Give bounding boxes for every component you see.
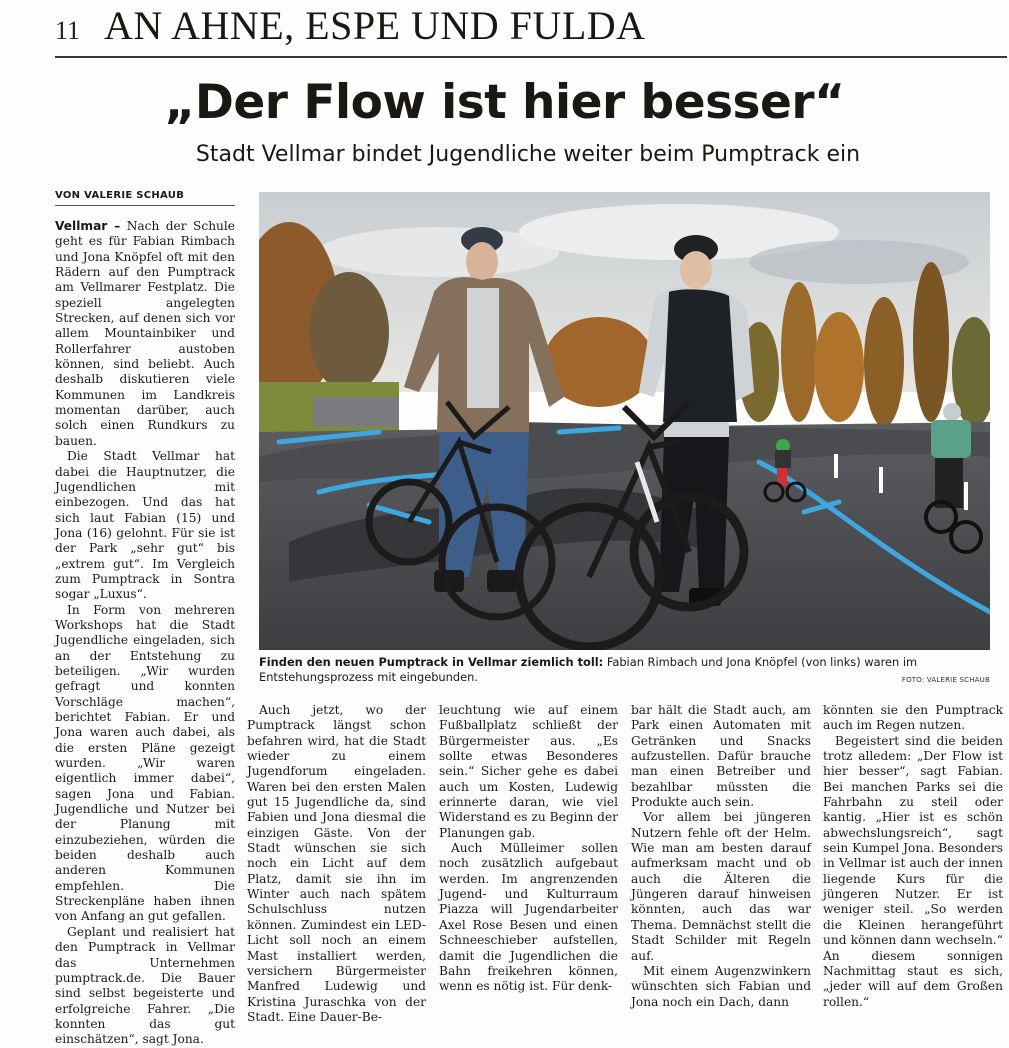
article-column-5	[823, 703, 1003, 1010]
article-paragraph: könnten sie den Pumptrack auch im Regen nutzen.	[823, 703, 1003, 733]
article-column-1	[55, 219, 235, 1048]
byline: VON VALERIE SCHAUB	[55, 190, 185, 201]
article-column-2	[247, 703, 426, 1025]
article-paragraph: Begeistert sind die beiden trotz alledem: „Der Flow ist hier besser“, sagt Fabian. Bei manchen Parks sei die Fahrbahn zu steil oder kantig. „Hier ist es schön abwechslungsreich“, sagt sein Kumpel Jona. Besonders in Vellmar ist auch der innen liegende Kurs für die jüngeren Nutzer. Er ist weniger steil. „So werden die Kleinen herangeführt und können dann wechseln.“ An diesem sonnigen Nachmittag staut es sich, „jeder will auf dem Großen rollen.“	[823, 733, 1003, 1009]
article-paragraph: Vor allem bei jüngeren Nutzern fehle oft der Helm. Wie man am besten darauf aufmerksam macht und ob auch die Älteren die Jüngeren darauf hinweisen könnten, auch das war Thema. Demnächst stellt die Stadt Schilder mit Regeln auf.	[631, 810, 811, 963]
dateline: Vellmar –	[55, 219, 121, 233]
article-paragraph: Geplant und realisiert hat den Pumptrack in Vellmar das Unternehmen pumptrack.de. Die Bauer sind selbst begeisterte und erfolgreiche Fahrer. „Die konnten das gut einschätzen“, sagt Jona.	[55, 924, 235, 1047]
photo-credit: FOTO: VALERIE SCHAUB	[901, 676, 990, 684]
header-rule	[55, 56, 1007, 58]
page-number: 11	[55, 16, 81, 45]
headline: „Der Flow ist hier besser“	[164, 75, 845, 130]
pumptrack-photo-illustration	[259, 192, 990, 650]
article-paragraph: leuchtung wie auf einem Fußballplatz schließt der Bürgermeister aus. „Es sollte etwas Besonderes sein.“ Sicher gehe es dabei auch um Kosten, Ludewig erinnerte daran, wie viel Widerstand es zu Beginn der Planungen gab.	[439, 703, 618, 840]
article-paragraph	[55, 219, 235, 449]
article-column-4	[631, 703, 811, 1010]
article-paragraph: In Form von mehreren Workshops hat die Stadt Jugendliche eingeladen, sich an der Entstehung zu beteiligen. „Wir wurden gefragt und konnten Vorschläge machen“, berichtet Fabian. Er und Jona waren auch dabei, als die ersten Pläne gezeigt wurden. „Wir waren eigentlich immer dabei“, sagen Jona und Fabian. Jugendliche und Nutzer bei der Planung mit einzubeziehen, würden die beiden deshalb auch anderen Kommunen empfehlen. Die Streckenpläne haben ihnen von Anfang an gut gefallen.	[55, 602, 235, 924]
section-title: AN AHNE, ESPE UND FULDA	[104, 3, 646, 48]
paragraph-text: Nach der Schule geht es für Fabian Rimbach und Jona Knöpfel oft mit den Rädern auf den Pumptrack am Vellmarer Festplatz. Die speziell angelegten Strecken, auf denen sich vor allem Mountainbiker und Rollerfahrer austoben können, sind beliebt. Auch deshalb diskutieren viele Kommunen im Landkreis momentan darüber, auch solch einen Rundkurs zu bauen.	[55, 219, 235, 448]
subheadline: Stadt Vellmar bindet Jugendliche weiter beim Pumptrack ein	[195, 142, 861, 167]
article-paragraph: Auch Mülleimer sollen noch zusätzlich aufgebaut werden. Im angrenzenden Jugend- und Kulturraum Piazza will Jugendarbeiter Axel Rose Besen und einen Schneeschieber aufstellen, damit die Jugendlichen die Bahn freikehren können, wenn es nötig ist. Für denk-	[439, 841, 618, 994]
article-column-3	[439, 703, 618, 995]
article-paragraph: Mit einem Augenzwinkern wünschten sich Fabian und Jona noch ein Dach, dann	[631, 963, 811, 1009]
caption-lead: Finden den neuen Pumptrack in Vellmar ziemlich toll:	[259, 655, 604, 669]
byline-rule	[55, 205, 235, 206]
article-paragraph: bar hält die Stadt auch, am Park einen Automaten mit Getränken und Snacks aufzustellen. Dafür brauche man einen Betreiber und bezahlbar müssten die Produkte auch sein.	[631, 703, 811, 810]
article-paragraph: Die Stadt Vellmar hat dabei die Hauptnutzer, die Jugendlichen mit einbezogen. Und das hat sich laut Fabian (15) und Jona (16) gelohnt. Für sie ist der Park „sehr gut“ bis „extrem gut“. Im Vergleich zum Pumptrack in Sontra sogar „Luxus“.	[55, 449, 235, 602]
caption-text: Fabian Rimbach und Jona Knöpfel (von links) waren im Entstehungsprozess mit eingebunden.	[259, 655, 918, 684]
article-photo	[259, 192, 990, 650]
article-paragraph: Auch jetzt, wo der Pumptrack längst schon befahren wird, hat die Stadt wieder zu einem Jugendforum eingeladen. Waren bei den ersten Malen gut 15 Jugendliche da, sind Fabien und Jona diesmal die einzigen Gäste. Von der Stadt wünschen sie sich noch ein Licht auf dem Platz, damit sie ihn im Winter auch nach spätem Schulschluss nutzen können. Zumindest ein LED-Licht soll noch an einem Mast installiert werden, versichern Bürgermeister Manfred Ludewig und Kristina Juraschka von der Stadt. Eine Dauer-Be-	[247, 703, 426, 1024]
